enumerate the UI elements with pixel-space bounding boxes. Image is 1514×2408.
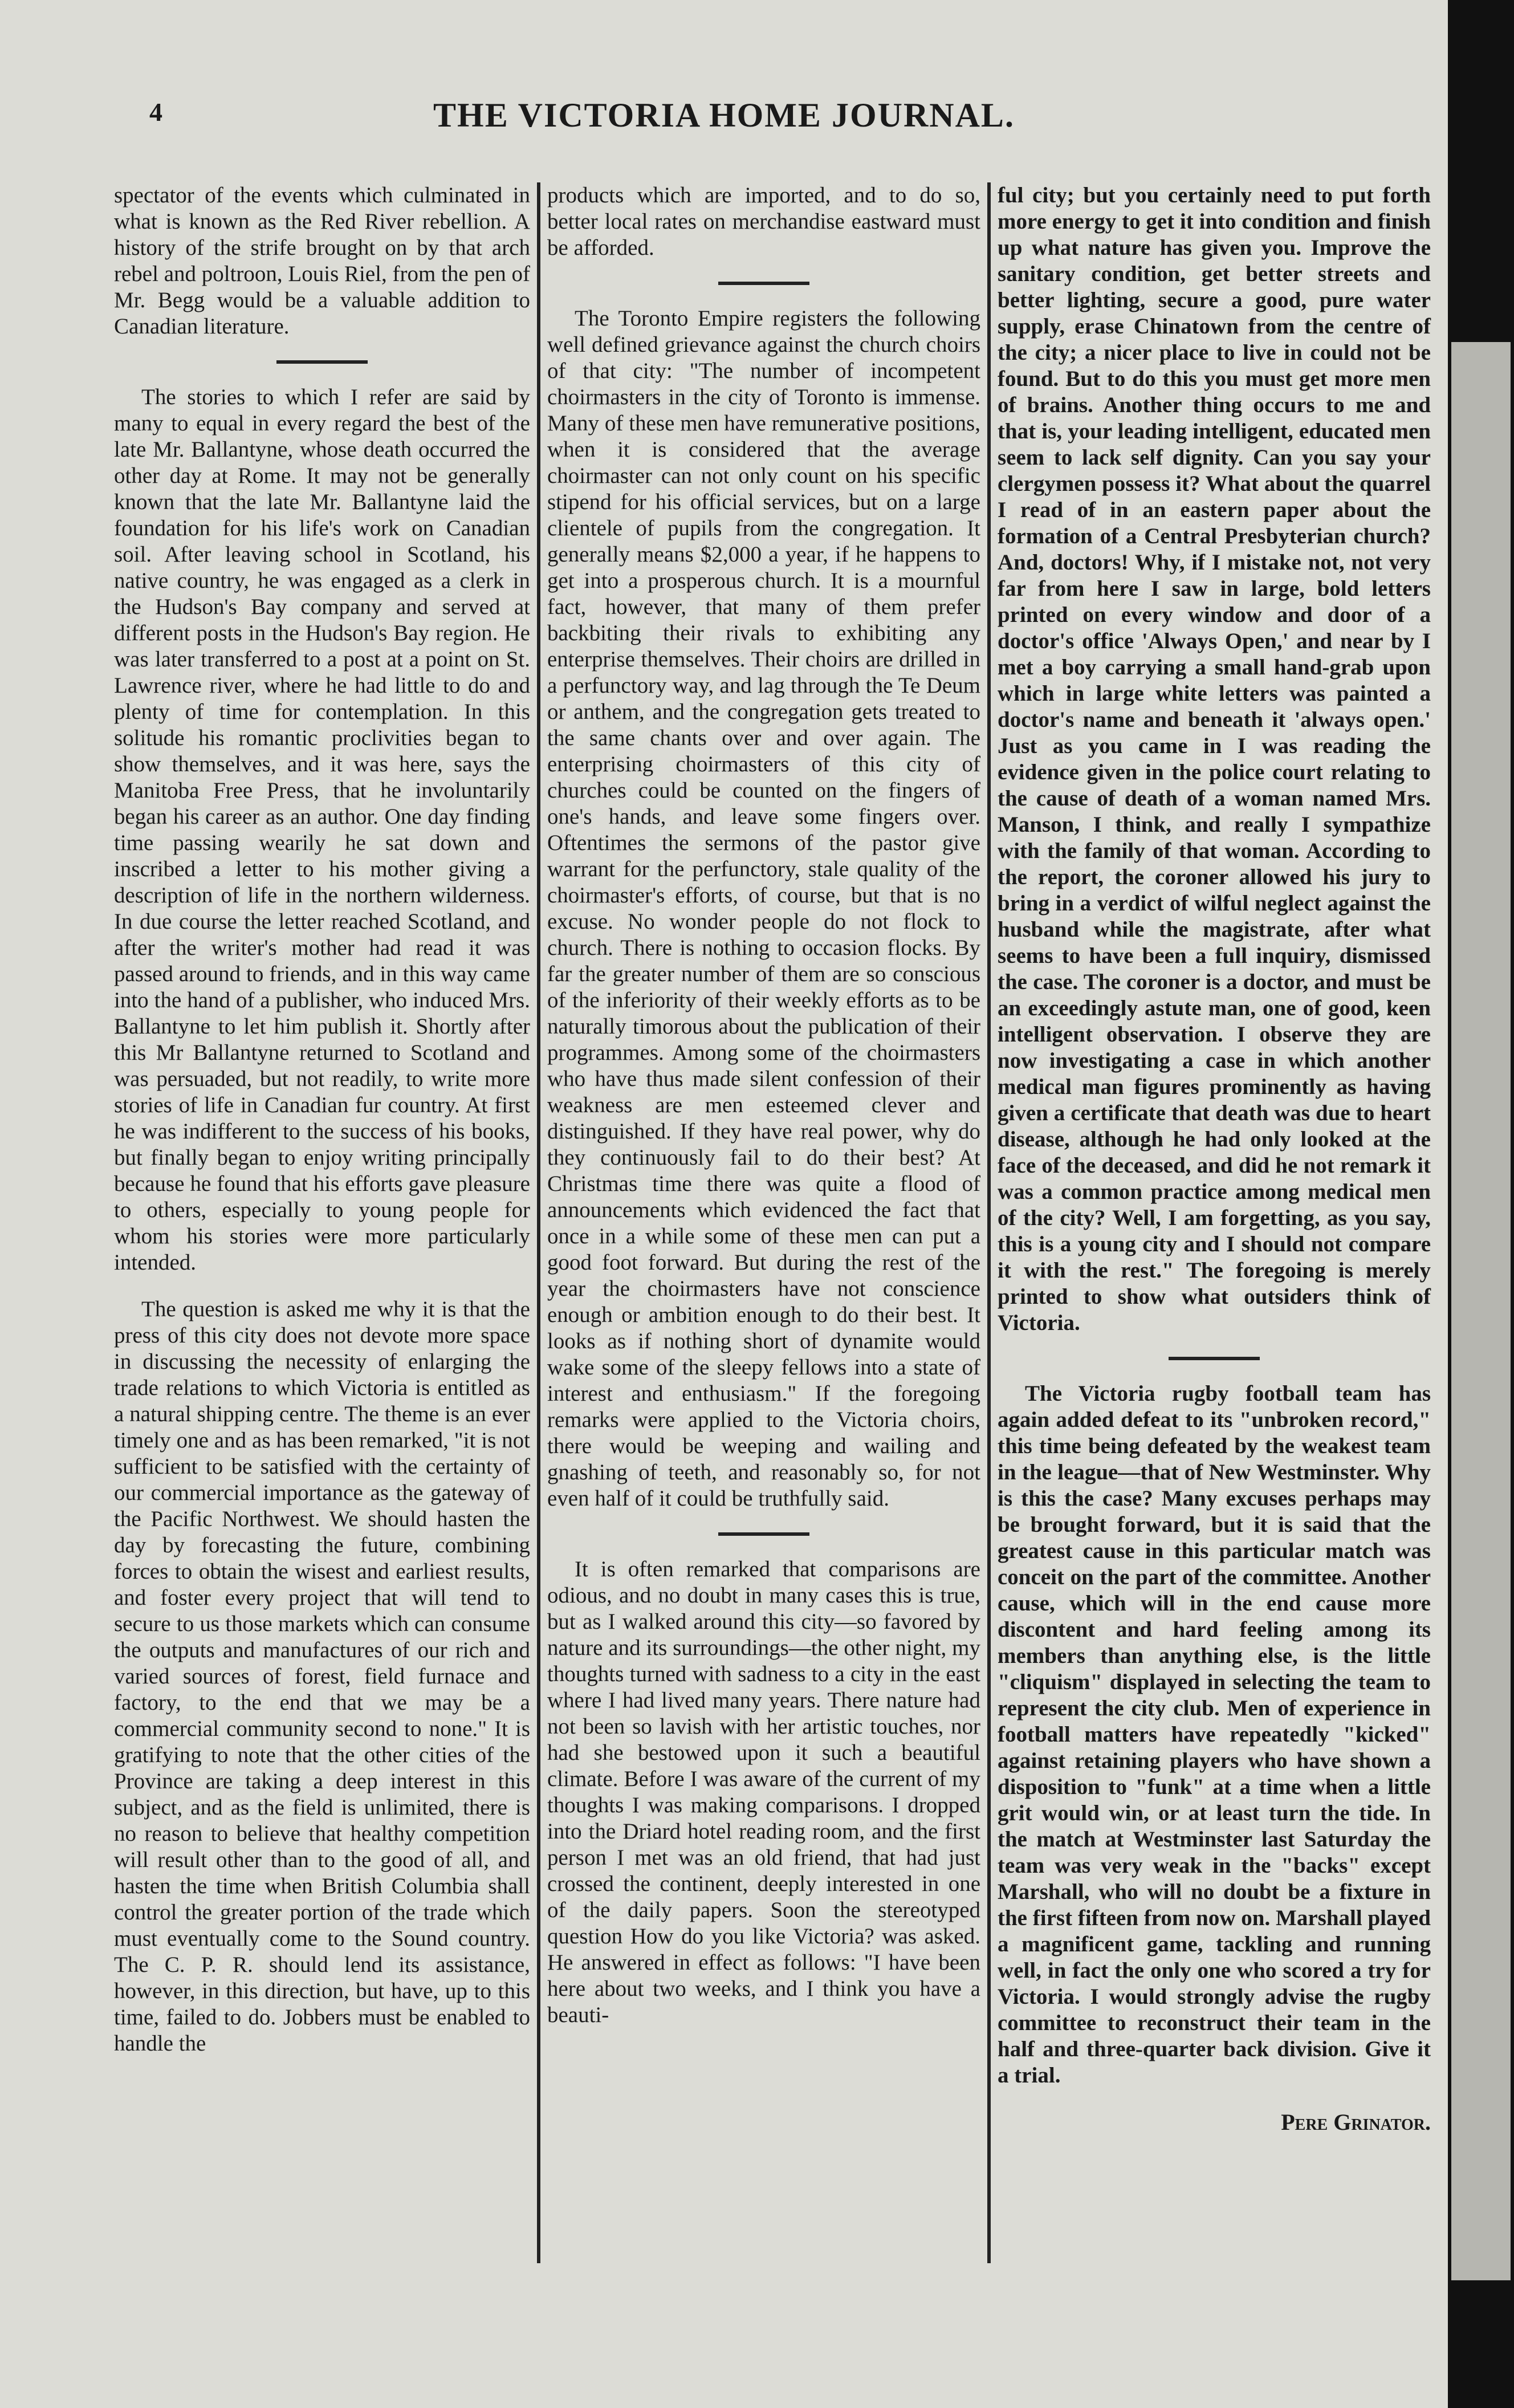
column-1	[114, 182, 530, 2294]
section-divider	[718, 282, 809, 285]
section-divider	[718, 1532, 809, 1536]
article-paragraph: It is often remarked that comparisons are odious, and no doubt in many cases this is true, but as I walked around this city—so favored by nature and its surroundings—the other night, my thoughts turned with sadness to a city in the east where I had lived many years. There nature had not been so lavish with her artistic touches, nor had she bestowed upon it such a beautiful climate. Before I was aware of the current of my thoughts I was making comparisons. I dropped into the Driard hotel reading room, and the first person I met was an old friend, that had just crossed the continent, deeply interested in one of the daily papers. Soon the stereotyped question How do you like Victoria? was asked. He answered in effect as follows: "I have been here about two weeks, and I think you have a beauti-	[547, 1557, 980, 2027]
article-paragraph: The Toronto Empire registers the following well defined grievance against the church choirs of that city: "The number of incompetent choirmasters in the city of Toronto is immense. Many of these men have remunerative positions, when it is considered that the average choirmaster can not only count on his specific stipend for his official services, but on a large clientele of pupils from the congregation. It generally means $2,000 a year, if he happens to get into a prosperous church. It is a mournful fact, however, that many of them prefer backbiting their rivals to exhibiting any enterprise themselves. Their choirs are drilled in a perfunctory way, and lag through the Te Deum or anthem, and the congregation gets treated to the same chants over and over again. The enterprising choirmasters of this city of churches could be counted on the fingers of one's hands, and leave some fingers over. Oftentimes the sermons of the pastor give warrant for the perfunctory, stale quality of the choirmaster's efforts, of course, but that is no excuse. No wonder people do not flock to church. There is nothing to occasion flocks. By far the greater number of them are so conscious of the inferiority of their weekly efforts as to be naturally timorous about the publication of their programmes. Among some of the choirmasters who have thus made silent confession of their weakness are men esteemed clever and distinguished. If they have real power, why do they continuously fail to do their best? At Christmas time there was quite a flood of announcements which evidenced the fact that once in a while some of these men can put a good foot forward. But during the rest of the year the choirmasters have not conscience enough or ambition enough to do their best. It looks as if nothing short of dynamite would wake some of the sleepy fellows into a state of interest and enthusiasm." If the foregoing remarks were applied to the Victoria choirs, there would be weeping and wailing and gnashing of teeth, and reasonably so, for not even half of it could be truthfully said.	[547, 306, 980, 1511]
page-number: 4	[149, 97, 162, 127]
adjacent-page-edge	[1448, 0, 1514, 2408]
article-paragraph: products which are imported, and to do so, better local rates on merchandise eastward must be afforded.	[547, 183, 980, 260]
column-2	[547, 182, 980, 2294]
article-paragraph: The stories to which I refer are said by many to equal in every regard the best of the late Mr. Ballantyne, whose death occurred the other day at Rome. It may not be generally known that the late Mr. Ballantyne laid the foundation for his life's work on Canadian soil. After leaving school in Scotland, his native country, he was engaged as a clerk in the Hudson's Bay company and served at different posts in the Hudson's Bay region. He was later transferred to a post at a point on St. Lawrence river, where he had little to do and plenty of time for contemplation. In this solitude his romantic proclivities began to show themselves, and it was here, says the Manitoba Free Press, that he involuntarily began his career as an author. One day finding time passing wearily he sat down and inscribed a letter to his mother giving a description of life in the northern wilderness. In due course the letter reached Scotland, and after the writer's mother had read it was passed around to friends, and in this way came into the hand of a publisher, who induced Mrs. Ballantyne to let him publish it. Shortly after this Mr Ballantyne returned to Scotland and was persuaded, but not readily, to write more stories of life in Canadian fur country. At first he was indifferent to the success of his books, but finally began to enjoy writing principally because he found that his efforts gave pleasure to others, especially to young people for whom his stories were more particularly intended.	[114, 385, 530, 1275]
column-rule-2	[987, 182, 991, 2263]
article-paragraph: spectator of the events which culminated in what is known as the Red River rebellion. A history of the strife brought on by that arch rebel and poltroon, Louis Riel, from the pen of Mr. Begg would be a valuable addition to Canadian literature.	[114, 183, 530, 339]
column-3	[998, 182, 1431, 2294]
section-divider	[276, 360, 368, 364]
article-paragraph: The Victoria rugby football team has again added defeat to its "unbroken record," this time being defeated by the weakest team in the league—that of New Westminster. Why is this the case? Many excuses perhaps may be brought forward, but it is said that the greatest cause in this particular match was conceit on the part of the committee. Another cause, which will in the end cause more discontent and hard feeling among its members than anything else, is the little "cliquism" displayed in selecting the team to represent the city club. Men of experience in football matters have repeatedly "kicked" against retaining players who have shown a disposition to "funk" at a time when a little grit would win, or at least turn the tide. In the match at Westminster last Saturday the team was very weak in the "backs" except Marshall, who will no doubt be a fixture in the first fifteen from now on. Marshall played a magnificent game, tackling and running well, in fact the only one who scored a try for Victoria. I would strongly advise the rugby committee to reconstruct their team in the half and three-quarter back division. Give it a trial.	[998, 1381, 1431, 2088]
bold-text-block	[998, 182, 1431, 2089]
adjacent-page-fragment	[1451, 342, 1511, 2280]
section-divider	[1169, 1357, 1260, 1360]
masthead: THE VICTORIA HOME JOURNAL.	[433, 96, 1015, 134]
column-rule-1	[537, 182, 540, 2263]
article-paragraph: ful city; but you certainly need to put forth more energy to get it into condition and finish up what nature has given you. Improve the sanitary condition, get better streets and better lighting, secure a good, pure water supply, erase Chinatown from the centre of the city; a nicer place to live in could not be found. But to do this you must get more men of brains. Another thing occurs to me and that is, your leading intelligent, educated men seem to lack self dignity. Can you say your clergymen possess it? What about the quarrel I read of in an eastern paper about the formation of a Central Presbyterian church? And, doctors! Why, if I mistake not, not very far from here I saw in large, bold letters printed on every window and door of a doctor's office 'Always Open,' and near by I met a boy carrying a small hand-grab upon which in large white letters was painted a doctor's name and beneath it 'always open.' Just as you came in I was reading the evidence given in the police court relating to the cause of death of a woman named Mrs. Manson, I think, and really I sympathize with the family of that woman. According to the report, the coroner allowed his jury to bring in a verdict of wilful neglect against the husband while the magistrate, after what seems to have been a full inquiry, dismissed the case. The coroner is a doctor, and must be an exceedingly astute man, one of good, keen intelligent observation. I observe they are now investigating a case in which another medical man figures prominently as having given a certificate that death was due to heart disease, although he had only looked at the face of the deceased, and did he not remark it was a common practice among medical men of the city? Well, I am forgetting, as you say, this is a young city and I should not compare it with the rest." The foregoing is merely printed to show what outsiders think of Victoria.	[998, 183, 1431, 1335]
article-paragraph: The question is asked me why it is that the press of this city does not devote more space in discussing the necessity of enlarging the trade relations to which Victoria is entitled as a natural shipping centre. The theme is an ever timely one and as has been remarked, "it is not sufficient to be satisfied with the certainty of our commercial importance as the gateway of the Pacific Northwest. We should hasten the day by forecasting the future, combining forces to obtain the wisest and earliest results, and foster every project that will tend to secure to us those markets which can consume the outputs and manufactures of our rich and varied sources of forest, field furnace and factory, to the end that we may be a commercial community second to none." It is gratifying to note that the other cities of the Province are taking a deep interest in this subject, and as the field is unlimited, there is no reason to believe that healthy competition will result other than to the good of all, and hasten the time when British Columbia shall control the greater portion of the trade which must eventually come to the Sound country. The C. P. R. should lend its assistance, however, in this direction, but have, up to this time, failed to do. Jobbers must be enabled to handle the	[114, 1297, 530, 2056]
author-signature: Pere Grinator.	[1281, 2109, 1431, 2135]
